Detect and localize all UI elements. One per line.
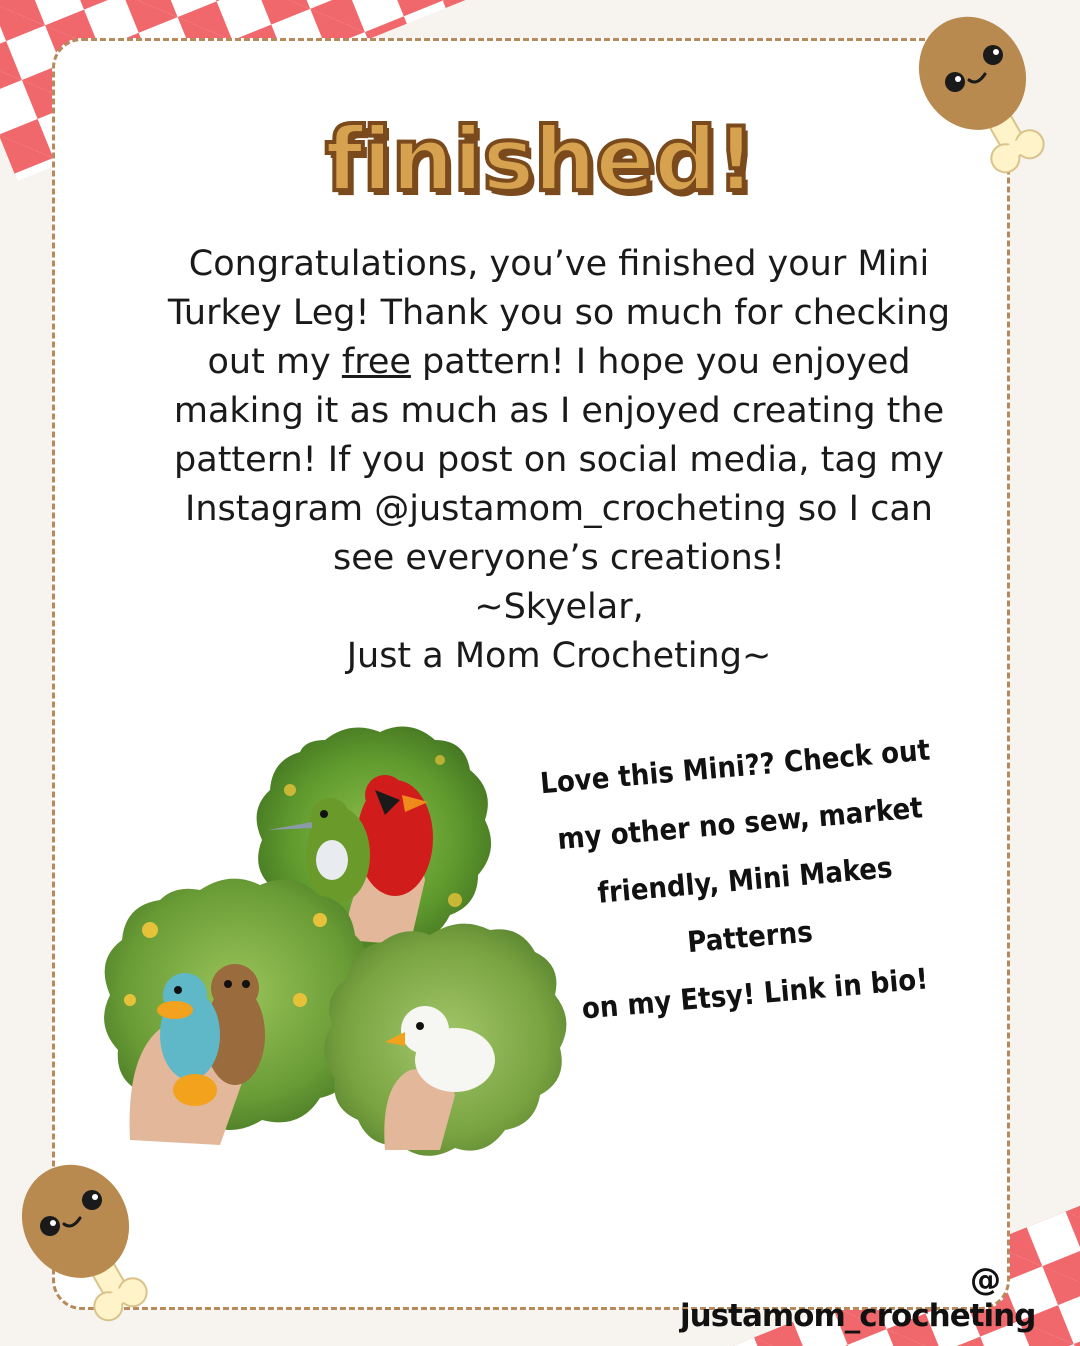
- message-text: Congratulations, you’ve finished your Mini Turkey Leg! Thank you so much for checking out my: [167, 244, 951, 382]
- message-text-continued: pattern! I hope you enjoyed making it as much as I enjoyed creating the pattern! If you post on social media, tag my Instagram @justamom_crocheting so I can see everyone’s creations!: [173, 342, 945, 578]
- promo-line-1: Love this Mini?? Check out: [538, 732, 932, 801]
- etsy-promo-text: [528, 721, 961, 1041]
- thank-you-message: [150, 240, 968, 681]
- promo-line-4: on my Etsy! Link in bio!: [580, 961, 930, 1026]
- page-title: finished!: [324, 108, 756, 211]
- instagram-handle: @ justamom_crocheting: [680, 1262, 1036, 1334]
- promo-line-2: my other no sew, market: [556, 790, 924, 857]
- free-underlined: free: [341, 342, 411, 382]
- drumstick-icon: [8, 1158, 168, 1328]
- signoff-brand: Just a Mom Crocheting~: [346, 636, 772, 676]
- promo-line-3: friendly, Mini Makes Patterns: [596, 850, 894, 960]
- signoff-name: ~Skyelar,: [474, 587, 644, 627]
